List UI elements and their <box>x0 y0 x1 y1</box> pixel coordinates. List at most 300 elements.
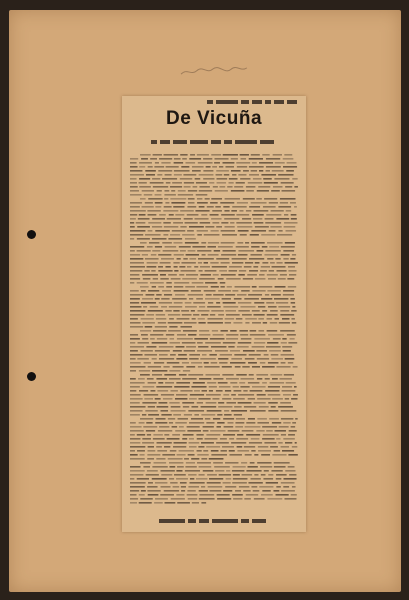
text-line <box>161 414 171 416</box>
text-line <box>140 154 151 156</box>
text-line <box>130 174 144 176</box>
text-line <box>245 426 261 428</box>
text-line <box>250 410 266 412</box>
text-line <box>279 322 290 324</box>
text-line <box>158 270 172 272</box>
text-line <box>283 486 289 488</box>
text-line <box>169 326 177 328</box>
text-line <box>130 446 145 448</box>
text-line <box>236 162 250 164</box>
text-line <box>205 298 220 300</box>
text-line <box>291 318 294 320</box>
text-line <box>182 438 187 440</box>
text-line <box>192 318 196 320</box>
text-line <box>181 490 185 492</box>
text-line <box>189 258 196 260</box>
text-line <box>243 390 247 392</box>
text-line <box>165 382 174 384</box>
text-line <box>198 446 204 448</box>
text-line <box>199 206 205 208</box>
text-line <box>279 426 289 428</box>
text-line <box>242 314 252 316</box>
text-line <box>180 250 186 252</box>
text-line <box>197 438 203 440</box>
text-line <box>177 338 193 340</box>
text-line <box>172 426 178 428</box>
text-line <box>147 486 157 488</box>
text-line <box>258 446 268 448</box>
text-line <box>130 406 146 408</box>
text-line <box>148 382 156 384</box>
text-line <box>180 226 186 228</box>
text-line <box>197 402 203 404</box>
clipping-body-text <box>130 154 298 506</box>
text-line <box>182 234 194 236</box>
text-line <box>130 458 145 460</box>
text-line <box>187 426 200 428</box>
text-line <box>276 494 289 496</box>
text-line <box>159 358 174 360</box>
text-line <box>206 446 220 448</box>
text-line <box>208 302 213 304</box>
text-line <box>145 234 161 236</box>
text-line <box>255 226 269 228</box>
text-line <box>262 426 277 428</box>
text-line <box>259 170 263 172</box>
text-line <box>197 202 208 204</box>
text-line <box>156 318 166 320</box>
text-line <box>254 342 265 344</box>
text-line <box>236 214 249 216</box>
text-line <box>203 178 214 180</box>
text-line <box>143 278 151 280</box>
text-line <box>284 374 294 376</box>
text-line <box>238 230 249 232</box>
text-line <box>144 362 151 364</box>
text-line <box>180 326 191 328</box>
text-line <box>130 190 139 192</box>
text-line <box>197 450 202 452</box>
text-line <box>282 450 294 452</box>
text-line <box>221 274 236 276</box>
text-line <box>156 378 167 380</box>
text-line <box>212 166 217 168</box>
text-line <box>165 502 176 504</box>
text-line <box>155 498 168 500</box>
text-line <box>198 162 213 164</box>
text-line <box>291 494 297 496</box>
text-line <box>224 226 234 228</box>
text-line <box>188 410 204 412</box>
text-line <box>206 166 211 168</box>
text-line <box>240 158 246 160</box>
text-line <box>245 322 249 324</box>
text-line <box>230 362 245 364</box>
text-line <box>188 190 197 192</box>
text-line <box>276 478 282 480</box>
text-line <box>231 158 238 160</box>
text-line <box>139 370 150 372</box>
text-line <box>191 290 201 292</box>
text-line <box>177 258 181 260</box>
text-line <box>130 434 135 436</box>
text-line <box>130 178 137 180</box>
text-line <box>237 446 243 448</box>
text-line <box>256 198 262 200</box>
text-line <box>250 462 255 464</box>
text-line <box>130 166 138 168</box>
text-line <box>177 502 190 504</box>
text-line <box>143 386 155 388</box>
text-line <box>177 334 186 336</box>
text-line <box>238 394 254 396</box>
text-line <box>259 274 264 276</box>
text-line <box>249 174 259 176</box>
text-line <box>270 310 278 312</box>
text-line <box>174 474 186 476</box>
text-line <box>222 398 231 400</box>
text-line <box>282 346 292 348</box>
text-line <box>239 486 249 488</box>
text-line <box>196 478 207 480</box>
text-line <box>270 382 285 384</box>
text-line <box>144 270 149 272</box>
print-word <box>173 140 187 144</box>
text-line <box>169 402 179 404</box>
text-line <box>283 294 294 296</box>
text-line <box>182 314 192 316</box>
text-line <box>234 406 241 408</box>
text-line <box>143 306 147 308</box>
text-line <box>130 214 137 216</box>
text-line <box>248 382 260 384</box>
text-line <box>292 422 296 424</box>
text-line <box>148 446 154 448</box>
text-line <box>251 246 259 248</box>
text-line <box>182 342 196 344</box>
text-line <box>254 474 258 476</box>
text-line <box>205 198 210 200</box>
text-line <box>130 482 146 484</box>
text-line <box>199 490 208 492</box>
text-line <box>205 418 210 420</box>
text-line <box>174 290 189 292</box>
text-line <box>233 466 246 468</box>
text-line <box>262 154 269 156</box>
text-line <box>130 314 144 316</box>
text-line <box>178 194 193 196</box>
text-line <box>207 206 214 208</box>
text-line <box>130 318 138 320</box>
text-line <box>280 330 295 332</box>
text-line <box>253 402 265 404</box>
footer-bars <box>159 519 269 524</box>
text-line <box>286 210 291 212</box>
text-line <box>215 470 224 472</box>
text-line <box>251 154 260 156</box>
text-line <box>150 182 164 184</box>
text-line <box>193 186 198 188</box>
text-line <box>258 330 264 332</box>
text-line <box>291 398 297 400</box>
text-line <box>274 178 289 180</box>
text-line <box>271 294 281 296</box>
text-line <box>155 206 161 208</box>
text-line <box>155 398 161 400</box>
text-line <box>173 414 181 416</box>
text-line <box>233 474 240 476</box>
text-line <box>265 378 270 380</box>
text-line <box>174 170 190 172</box>
text-line <box>162 178 177 180</box>
text-line <box>208 486 223 488</box>
text-line <box>161 162 170 164</box>
text-line <box>130 182 137 184</box>
text-line <box>163 398 173 400</box>
text-line <box>267 330 278 332</box>
text-line <box>190 478 194 480</box>
text-line <box>176 358 187 360</box>
text-line <box>216 226 222 228</box>
text-line <box>188 486 199 488</box>
text-line <box>186 462 195 464</box>
text-line <box>203 470 214 472</box>
text-line <box>180 390 192 392</box>
text-line <box>168 274 177 276</box>
text-line <box>174 386 189 388</box>
text-line <box>249 206 260 208</box>
text-line <box>262 490 270 492</box>
text-line <box>218 358 228 360</box>
text-line <box>234 414 242 416</box>
text-line <box>217 498 231 500</box>
text-line <box>207 482 221 484</box>
text-line <box>187 230 194 232</box>
text-line <box>246 190 254 192</box>
text-line <box>211 362 218 364</box>
text-line <box>199 270 203 272</box>
text-line <box>203 430 209 432</box>
text-line <box>234 186 243 188</box>
text-line <box>192 282 204 284</box>
text-line <box>130 502 137 504</box>
text-line <box>171 498 185 500</box>
text-line <box>152 466 167 468</box>
text-line <box>269 246 279 248</box>
text-line <box>288 434 295 436</box>
text-line <box>143 466 150 468</box>
text-line <box>271 358 283 360</box>
text-line <box>280 310 289 312</box>
text-line <box>139 182 147 184</box>
text-line <box>272 170 284 172</box>
text-line <box>264 470 269 472</box>
text-line <box>287 278 294 280</box>
text-line <box>169 422 173 424</box>
print-word <box>274 100 284 104</box>
text-line <box>221 214 235 216</box>
text-line <box>130 334 138 336</box>
text-line <box>151 254 157 256</box>
text-line <box>183 174 196 176</box>
text-line <box>221 330 228 332</box>
text-line <box>249 442 262 444</box>
text-line <box>199 278 215 280</box>
text-line <box>214 250 220 252</box>
text-line <box>152 250 160 252</box>
text-line <box>159 214 166 216</box>
text-line <box>191 406 198 408</box>
print-word <box>159 519 185 523</box>
text-line <box>213 186 218 188</box>
text-line <box>244 498 251 500</box>
text-line <box>250 334 266 336</box>
text-line <box>258 450 271 452</box>
text-line <box>189 442 200 444</box>
text-line <box>223 154 238 156</box>
text-line <box>168 314 180 316</box>
text-line <box>234 298 242 300</box>
text-line <box>233 498 242 500</box>
text-line <box>199 330 209 332</box>
text-line <box>223 206 229 208</box>
text-line <box>150 306 158 308</box>
text-line <box>188 250 196 252</box>
text-line <box>196 434 203 436</box>
text-line <box>277 234 292 236</box>
text-line <box>231 170 241 172</box>
text-line <box>151 270 155 272</box>
text-line <box>204 290 216 292</box>
text-line <box>224 414 232 416</box>
text-line <box>290 202 296 204</box>
text-line <box>206 422 214 424</box>
text-line <box>278 206 291 208</box>
text-line <box>165 246 177 248</box>
text-line <box>223 434 235 436</box>
text-line <box>290 258 295 260</box>
text-line <box>238 274 244 276</box>
text-line <box>259 286 273 288</box>
text-line <box>284 222 297 224</box>
text-line <box>272 422 281 424</box>
text-line <box>130 306 141 308</box>
text-line <box>198 318 205 320</box>
text-line <box>195 178 201 180</box>
text-line <box>216 174 223 176</box>
print-word <box>188 519 196 523</box>
text-line <box>291 426 296 428</box>
text-line <box>173 486 180 488</box>
text-line <box>272 378 278 380</box>
text-line <box>180 178 192 180</box>
text-line <box>251 230 266 232</box>
text-line <box>147 450 155 452</box>
text-line <box>229 450 235 452</box>
text-line <box>141 302 156 304</box>
text-line <box>130 218 136 220</box>
text-line <box>184 458 189 460</box>
text-line <box>130 498 138 500</box>
text-line <box>215 350 228 352</box>
text-line <box>141 158 148 160</box>
text-line <box>225 318 234 320</box>
text-line <box>242 430 254 432</box>
text-line <box>206 394 221 396</box>
text-line <box>173 206 184 208</box>
text-line <box>281 254 290 256</box>
text-line <box>249 166 264 168</box>
text-line <box>205 270 217 272</box>
text-line <box>211 450 219 452</box>
text-line <box>204 438 217 440</box>
text-line <box>239 382 245 384</box>
text-line <box>275 258 280 260</box>
text-line <box>138 218 150 220</box>
text-line <box>189 422 204 424</box>
text-line <box>174 174 182 176</box>
text-line <box>248 482 262 484</box>
text-line <box>236 374 246 376</box>
text-line <box>201 442 214 444</box>
text-line <box>130 394 141 396</box>
text-line <box>262 382 267 384</box>
text-line <box>181 270 196 272</box>
text-line <box>141 334 148 336</box>
text-line <box>261 174 276 176</box>
text-line <box>158 402 167 404</box>
text-line <box>130 162 137 164</box>
print-word <box>212 519 238 523</box>
text-line <box>153 330 166 332</box>
text-line <box>261 234 275 236</box>
text-line <box>220 282 225 284</box>
text-line <box>130 358 136 360</box>
text-line <box>228 182 233 184</box>
text-line <box>267 290 280 292</box>
text-line <box>150 334 163 336</box>
text-line <box>152 342 168 344</box>
text-line <box>257 394 266 396</box>
text-line <box>187 266 191 268</box>
text-line <box>212 210 222 212</box>
text-line <box>130 490 139 492</box>
text-line <box>252 286 257 288</box>
text-line <box>263 206 276 208</box>
text-line <box>130 390 136 392</box>
text-line <box>268 334 284 336</box>
text-line <box>268 394 281 396</box>
text-line <box>161 298 169 300</box>
text-line <box>197 454 208 456</box>
text-line <box>179 266 185 268</box>
text-line <box>157 450 167 452</box>
text-line <box>192 166 204 168</box>
text-line <box>136 222 146 224</box>
text-line <box>204 366 219 368</box>
text-line <box>240 178 250 180</box>
text-line <box>130 398 143 400</box>
text-line <box>272 266 286 268</box>
text-line <box>174 286 183 288</box>
text-line <box>201 242 206 244</box>
text-line <box>262 246 268 248</box>
text-line <box>130 158 138 160</box>
text-line <box>197 154 209 156</box>
text-line <box>173 350 182 352</box>
text-line <box>190 154 195 156</box>
text-line <box>167 218 181 220</box>
